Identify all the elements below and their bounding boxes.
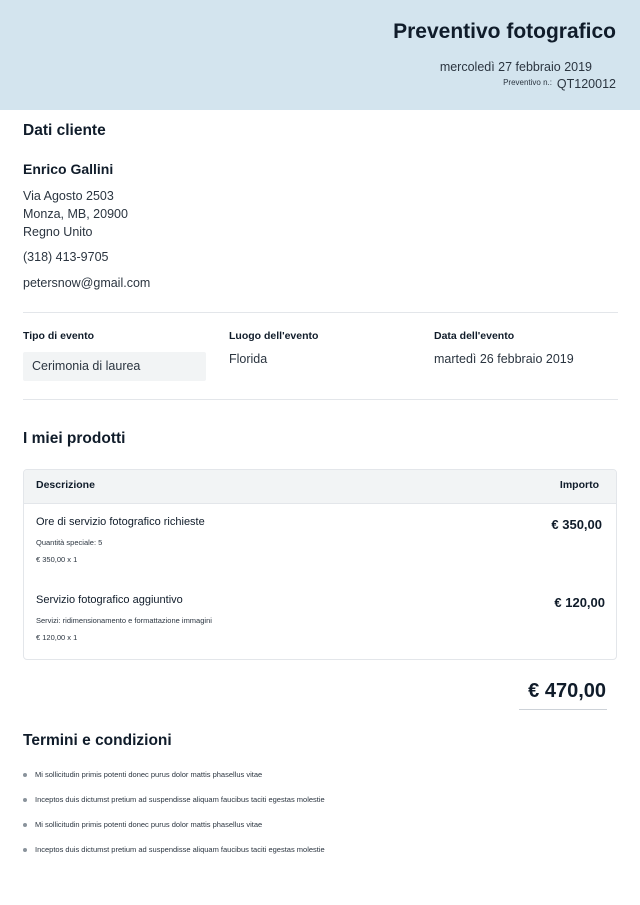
total-underline (519, 709, 607, 710)
total-amount: € 470,00 (528, 680, 606, 702)
bullet-icon (23, 798, 27, 802)
client-name: Enrico Gallini (23, 161, 114, 177)
quote-header (0, 0, 640, 110)
terms-item-text: Mi sollicitudin primis potenti donec purus dolor mattis phasellus vitae (35, 770, 263, 779)
item-detail: Quantità speciale: 5 (36, 538, 103, 547)
products-table (23, 469, 617, 660)
quote-date: mercoledì 27 febbraio 2019 (439, 60, 592, 74)
item-unit-price: € 350,00 x 1 (36, 555, 78, 564)
bullet-icon (23, 773, 27, 777)
column-amount: Importo (559, 479, 599, 491)
event-type-value: Cerimonia di laurea (32, 359, 141, 373)
table-header (24, 470, 616, 504)
event-type-field (23, 352, 206, 381)
event-location-value: Florida (229, 352, 268, 366)
client-section-title: Dati cliente (23, 122, 106, 139)
client-address-line1: Via Agosto 2503 (23, 189, 114, 203)
terms-item-text: Inceptos duis dictumst pretium ad suspendisse aliquam faucibus taciti egestas molestie (35, 845, 325, 854)
terms-item-text: Mi sollicitudin primis potenti donec purus dolor mattis phasellus vitae (35, 820, 263, 829)
event-date-label: Data dell'evento (434, 330, 515, 342)
client-country: Regno Unito (23, 225, 93, 239)
client-email: petersnow@gmail.com (23, 276, 151, 290)
divider (23, 399, 618, 400)
event-location-label: Luogo dell'evento (229, 330, 319, 342)
client-address-line2: Monza, MB, 20900 (23, 207, 128, 221)
products-section-title: I miei prodotti (23, 430, 126, 447)
page-title: Preventivo fotografico (393, 20, 616, 43)
event-type-label: Tipo di evento (23, 330, 94, 342)
item-amount: € 350,00 (551, 517, 602, 532)
item-unit-price: € 120,00 x 1 (36, 633, 78, 642)
quote-number: QT120012 (556, 77, 616, 91)
item-title: Ore di servizio fotografico richieste (36, 516, 205, 528)
terms-section-title: Termini e condizioni (23, 732, 172, 749)
bullet-icon (23, 823, 27, 827)
item-amount: € 120,00 (554, 595, 605, 610)
column-description: Descrizione (36, 479, 95, 491)
item-detail: Servizi: ridimensionamento e formattazione immagini (36, 616, 212, 625)
bullet-icon (23, 848, 27, 852)
event-date-value: martedì 26 febbraio 2019 (434, 352, 574, 366)
item-title: Servizio fotografico aggiuntivo (36, 594, 183, 606)
client-phone: (318) 413-9705 (23, 250, 109, 264)
quote-number-label: Preventivo n.: (503, 78, 552, 87)
terms-item-text: Inceptos duis dictumst pretium ad suspendisse aliquam faucibus taciti egestas molestie (35, 795, 325, 804)
divider (23, 312, 618, 313)
